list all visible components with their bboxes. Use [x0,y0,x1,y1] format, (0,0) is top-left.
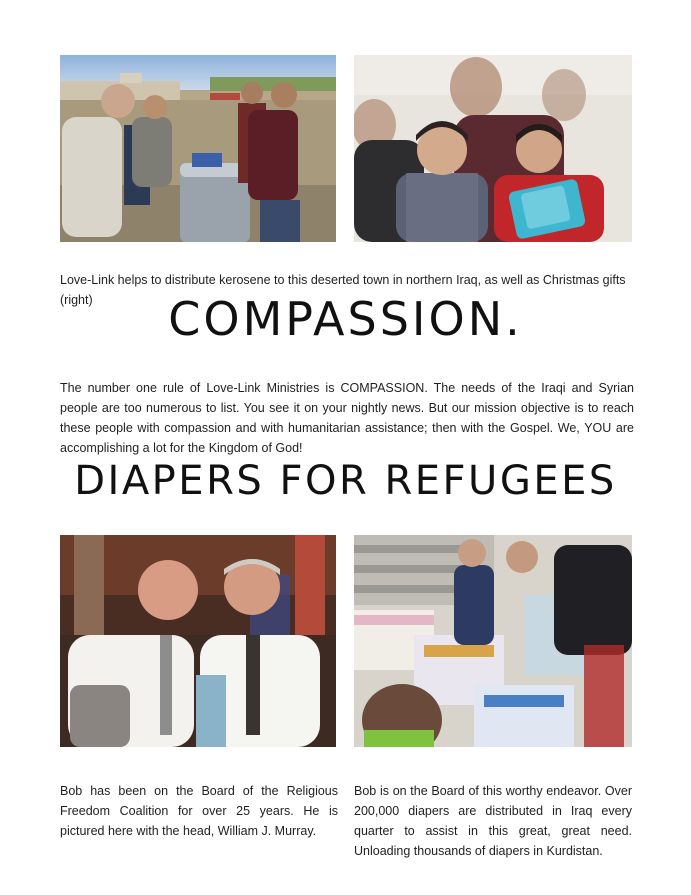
gifts-photo-icon [354,55,632,242]
compassion-heading: COMPASSION. [168,292,523,346]
unloading-diapers-photo [354,535,632,747]
christmas-gifts-photo [354,55,632,242]
diapers-heading: DIAPERS FOR REFUGEES [74,458,617,504]
kerosene-photo-icon [60,55,336,242]
kerosene-distribution-photo [60,55,336,242]
compassion-paragraph: The number one rule of Love-Link Ministries is COMPASSION. The needs of the Iraqi and Syrian people are too numerous to list. You see it on your nightly news. But our mission objective is to reach these people with compassion and with humanitarian assistance; then with the Gospel. We, YOU are accomplishing a lot for the Kingdom of God! [60,380,634,455]
top-photos-caption: Love-Link helps to distribute kerosene to this deserted town in northern Iraq, as well as Christmas gifts (right) [60,272,626,307]
diapers-photo-caption: Bob is on the Board of this worthy endeavor. Over 200,000 diapers are distributed in Iraq every quarter to assist in this great, great need. Unloading thousands of diapers in Kurdistan. [354,783,632,858]
board-photo-icon [60,535,336,747]
diapers-photo-icon [354,535,632,747]
board-members-photo [60,535,336,747]
board-photo-caption: Bob has been on the Board of the Religious Freedom Coalition for over 25 years. He is pictured here with the head, William J. Murray. [60,783,338,838]
